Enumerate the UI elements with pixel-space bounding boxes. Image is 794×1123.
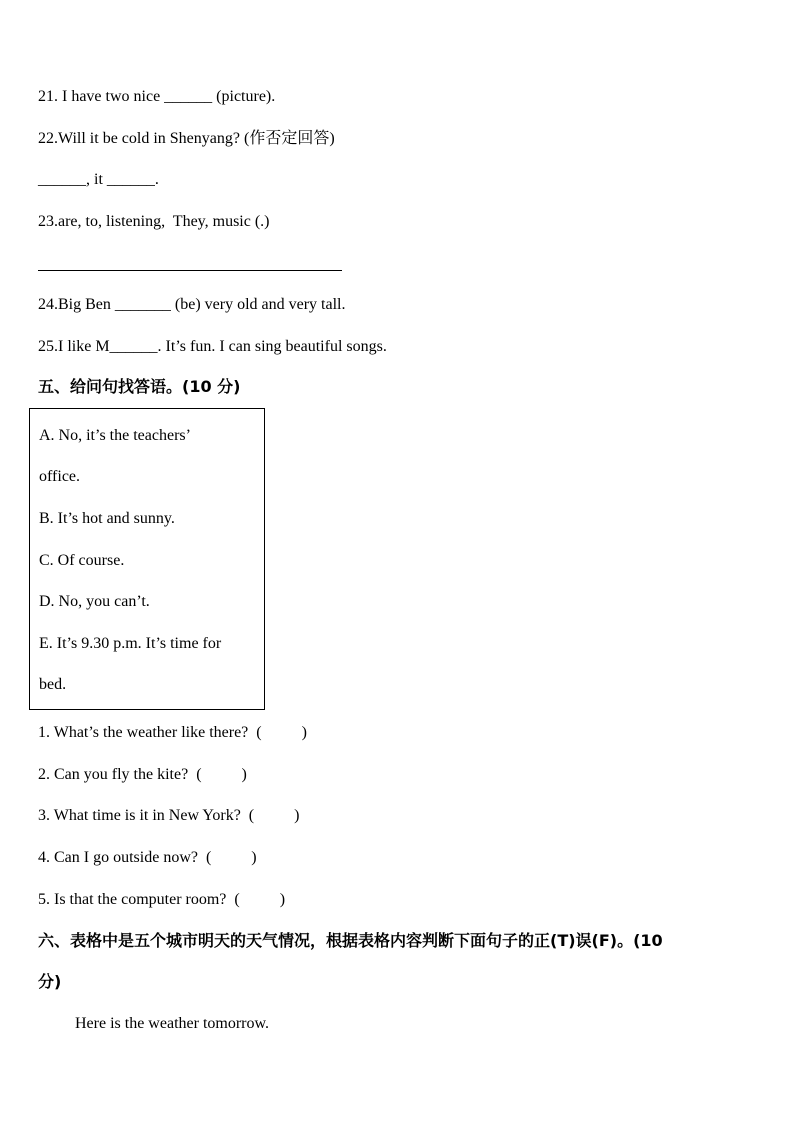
question-24: 24.Big Ben _______ (be) very old and very tall. (38, 296, 346, 313)
option-e-line1: E. It’s 9.30 p.m. It’s time for (39, 635, 222, 652)
question-21: 21. I have two nice ______ (picture). (38, 88, 276, 105)
question-22-answer-blanks: ______, it ______. (38, 171, 159, 188)
match-question-1: 1. What’s the weather like there? ( ) (38, 724, 307, 741)
option-c: C. Of course. (39, 552, 125, 569)
match-question-2: 2. Can you fly the kite? ( ) (38, 766, 247, 783)
section-6-intro: Here is the weather tomorrow. (75, 1015, 269, 1032)
question-22: 22.Will it be cold in Shenyang? (作否定回答) (38, 130, 335, 147)
match-question-4: 4. Can I go outside now? ( ) (38, 849, 257, 866)
section-6-heading: 六、表格中是五个城市明天的天气情况，根据表格内容判断下面句子的正(T)误(F)。(10 (38, 931, 663, 950)
option-a-line1: A. No, it’s the teachers’ (39, 427, 191, 444)
question-25: 25.I like M______. It’s fun. I can sing beautiful songs. (38, 338, 387, 355)
match-question-3: 3. What time is it in New York? ( ) (38, 807, 300, 824)
section-5-heading: 五、给问句找答语。(10 分) (38, 377, 241, 396)
option-a-line2: office. (39, 468, 81, 485)
option-d: D. No, you can’t. (39, 593, 150, 610)
match-question-5: 5. Is that the computer room? ( ) (38, 891, 286, 908)
section-6-heading-continued: 分) (38, 972, 62, 991)
option-e-line2: bed. (39, 676, 67, 693)
question-23-answer-rule (38, 270, 342, 271)
option-b: B. It’s hot and sunny. (39, 510, 175, 527)
question-23: 23.are, to, listening, They, music (.) (38, 213, 270, 230)
answer-options-box (29, 408, 265, 710)
